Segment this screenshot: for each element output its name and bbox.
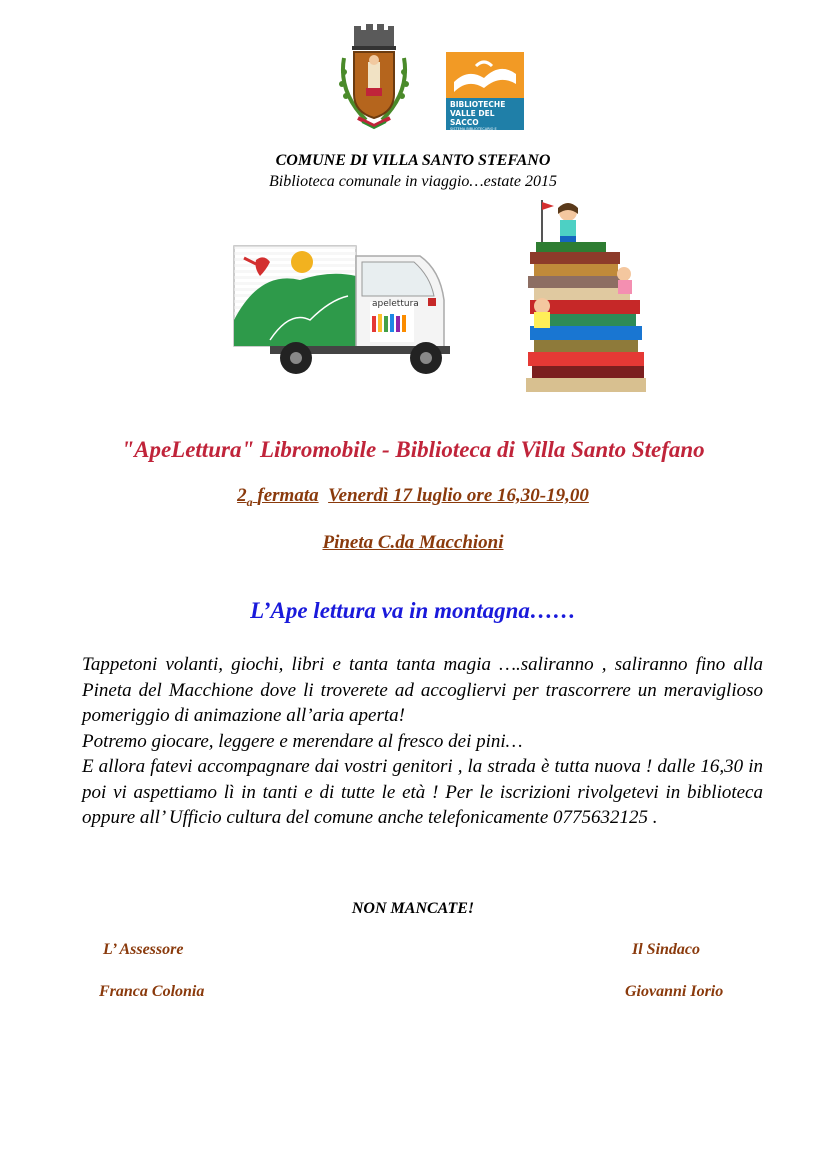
stop-number-label: $2_a$ fermata bbox=[237, 485, 319, 509]
stop-date-line bbox=[0, 485, 826, 510]
logo-line3: SISTEMA BIBLIOTECARIO E DOCUMENTARIO bbox=[450, 127, 497, 136]
comune-title: COMUNE DI VILLA SANTO STEFANO bbox=[275, 152, 551, 169]
body-paragraph-1: Tappetoni volanti, giochi, libri e tanta tanta magia ….saliranno , saliranno fino alla Pineta del Macchione dove li troverete ad accogliervi per trascorrere un meraviglioso pomeriggio di animazione all’aria aperta! bbox=[82, 654, 763, 726]
van-brand-text: apelettura bbox=[372, 299, 419, 309]
event-title: "ApeLettura" Libromobile - Biblioteca di Villa Santo Stefano bbox=[121, 437, 705, 462]
signature-left-name: Franca Colonia bbox=[99, 983, 205, 1000]
ape-van-illustration bbox=[230, 240, 470, 385]
book-bird-icon bbox=[446, 52, 524, 98]
logo-line1: BIBLIOTECHE bbox=[450, 100, 506, 109]
comune-subtitle: Biblioteca comunale in viaggio…estate 2015 bbox=[269, 173, 557, 190]
coat-of-arms-emblem bbox=[336, 22, 412, 130]
books-children-illustration bbox=[522, 198, 652, 398]
body-paragraph-2: Potremo giocare, leggere e merendare al fresco dei pini… bbox=[82, 730, 523, 752]
body-paragraph-3: E allora fatevi accompagnare dai vostri genitori , la strada è tutta nuova ! dalle 16,30 in poi vi aspettiamo lì in tanti e di tutte le età ! Per le iscrizioni rivolgetevi in biblioteca oppure all’ Ufficio cultura del comune anche telefonicamente 0775632125 . bbox=[82, 756, 763, 828]
body-text bbox=[82, 652, 763, 831]
event-date-time: Venerdì 17 luglio ore 16,30-19,00 bbox=[328, 485, 589, 506]
signature-left-role: L’ Assessore bbox=[103, 941, 184, 958]
headline: L’Ape lettura va in montagna…… bbox=[250, 598, 576, 623]
logo-line2: VALLE DEL SACCO bbox=[450, 109, 495, 127]
signature-right-name: Giovanni Iorio bbox=[625, 983, 724, 1000]
biblioteche-valle-del-sacco-logo bbox=[446, 52, 524, 136]
signature-right-role: Il Sindaco bbox=[632, 941, 701, 958]
event-place: Pineta C.da Macchioni bbox=[322, 532, 504, 553]
closing-call: NON MANCATE! bbox=[351, 900, 475, 917]
